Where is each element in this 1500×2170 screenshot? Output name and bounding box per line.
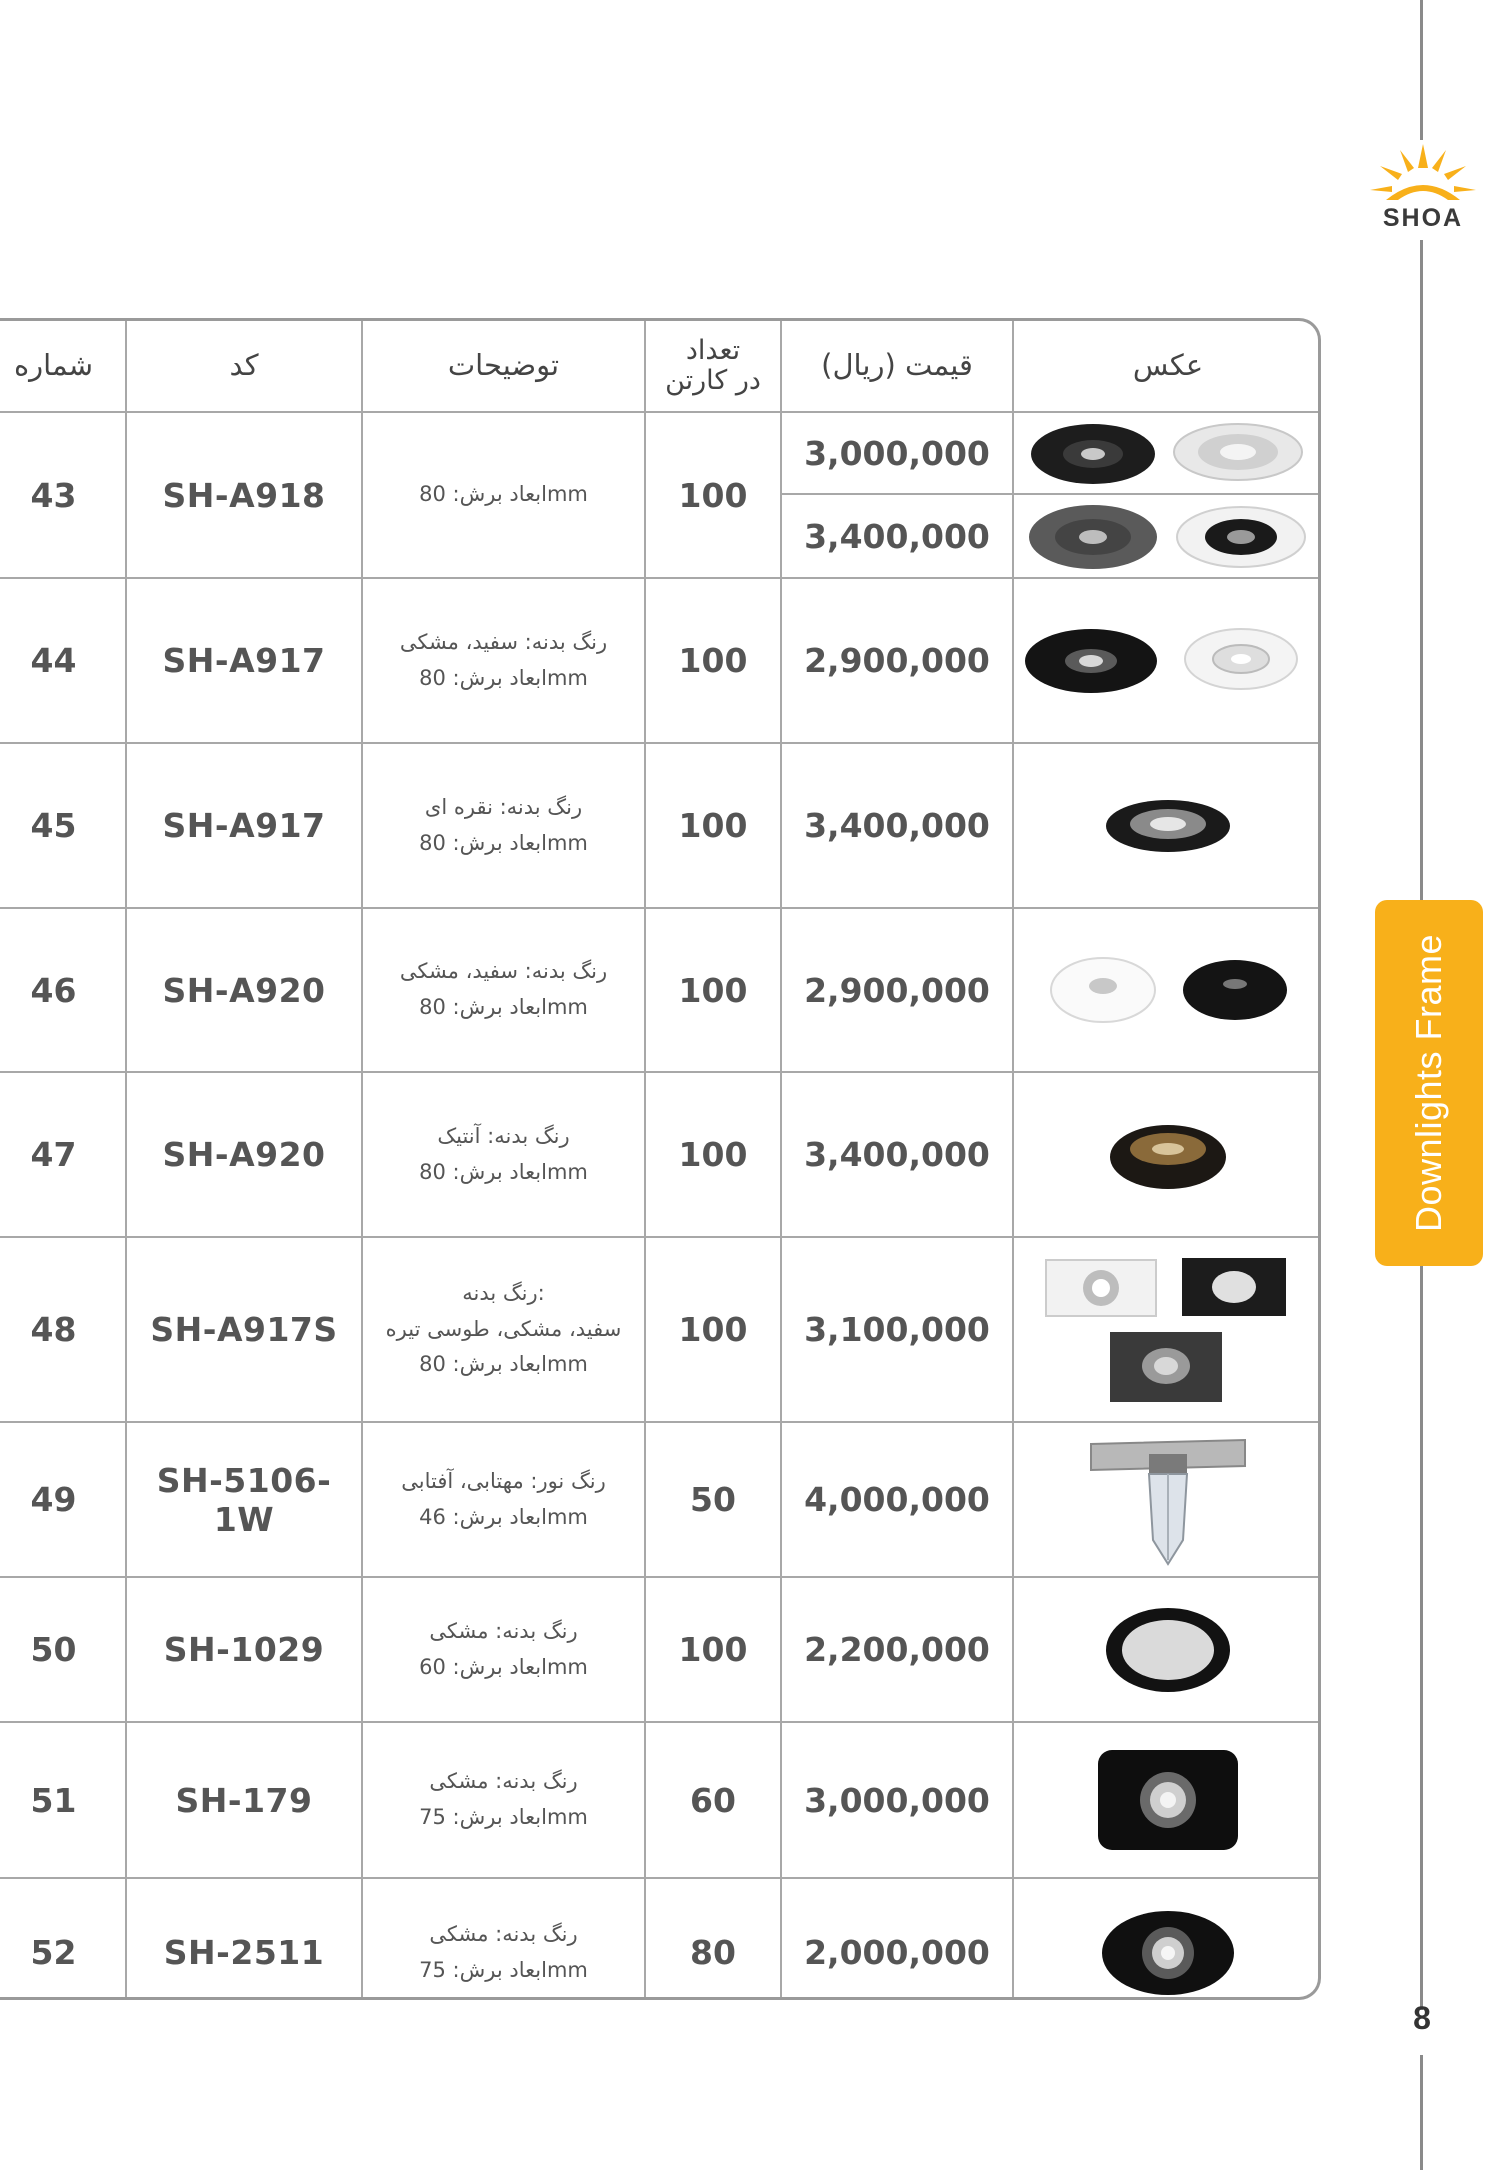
right-rail-line [1420,240,1423,902]
row-description-line: رنگ بدنه: سفید، مشکی [399,629,608,654]
row-number: 44 [0,578,126,743]
right-rail-line [1420,1265,1423,2010]
row-number: 49 [0,1422,126,1577]
header-photo: عکس [1013,321,1321,412]
round-recessed-downlight-variants-icon [1023,418,1313,488]
row-number: 48 [0,1237,126,1422]
table-row [0,1072,1321,1237]
row-price: 3,000,000 [781,1722,1013,1878]
row-description-line: رنگ بدنه: نقره ای [424,794,583,819]
header-qty-line1: تعداد [685,335,741,367]
header-number: شماره [0,321,126,412]
row-photo [1013,743,1321,908]
row-photo [1013,1072,1321,1237]
black-round-downlight-icon [1093,1905,1243,2001]
square-glass-downlight-icon [1088,1742,1248,1858]
right-rail-line [1420,2055,1423,2170]
row-description-line: ابعاد برش: 80mm [419,665,588,690]
row-code: SH-A920 [126,908,362,1072]
row-price-value: 3,000,000 [782,413,1012,495]
row-description [362,1577,645,1722]
round-adjustable-downlight-pair-icon [1023,621,1313,701]
row-description-line: رنگ بدنه: مشکی [429,1921,578,1946]
row-number: 52 [0,1878,126,2000]
silver-round-downlight-icon [1098,791,1238,861]
row-description-line: رنگ نور: مهتابی، آفتابی [401,1468,606,1493]
row-price: 2,900,000 [781,578,1013,743]
row-number: 43 [0,412,126,578]
table-row [0,743,1321,908]
right-rail-line [1420,0,1423,140]
brand-name: SHOA [1382,204,1464,232]
row-description-line: رنگ بدنه: مشکی [429,1769,578,1794]
square-downlight-trio-icon [1038,1250,1298,1410]
row-code: SH-179 [126,1722,362,1878]
row-price: 4,000,000 [781,1422,1013,1577]
row-number: 45 [0,743,126,908]
row-qty: 80 [645,1878,781,2000]
row-price [781,412,1013,578]
row-description [362,412,645,578]
row-description [362,908,645,1072]
row-price: 2,000,000 [781,1878,1013,2000]
row-qty: 100 [645,908,781,1072]
row-description-line: ابعاد برش: 80mm [419,995,588,1019]
table-row [0,412,1321,578]
row-photo [1013,1878,1321,2000]
row-photo [1013,412,1321,578]
row-description [362,578,645,743]
row-price: 2,900,000 [781,908,1013,1072]
row-description [362,1072,645,1237]
section-side-tab-label: Downlights Frame [1408,933,1449,1233]
row-description [362,1237,645,1422]
row-photo [1013,1237,1321,1422]
round-recessed-downlight-variants-icon [1023,499,1313,573]
row-code: SH-A917S [126,1237,362,1422]
row-description-line: ابعاد برش: 80mm [419,1352,588,1377]
row-code: SH-2511 [126,1878,362,2000]
row-code: SH-1029 [126,1577,362,1722]
row-description-line: ابعاد برش: 46mm [419,1504,588,1529]
brand-logo [1362,140,1484,240]
row-photo [1013,1722,1321,1878]
row-description-line: رنگ بدنه: سفید، مشکی [399,959,608,984]
row-price-value: 3,400,000 [804,516,990,556]
header-price: قیمت (ریال) [781,321,1013,412]
header-qty-line2: در کارتن [665,365,761,396]
row-code: SH-A918 [126,412,362,578]
price-table [0,318,1321,2000]
row-qty: 100 [645,743,781,908]
row-code: SH-A917 [126,578,362,743]
row-number: 47 [0,1072,126,1237]
crystal-pendant-downlight-icon [1083,1430,1253,1570]
row-description-line: ابعاد برش: 80mm [419,1159,588,1184]
row-number: 46 [0,908,126,1072]
table-row [0,1237,1321,1422]
row-price: 3,400,000 [781,1072,1013,1237]
row-photo [1013,908,1321,1072]
row-description-line: ابعاد برش: 75mm [419,1805,588,1829]
row-description-line: ابعاد برش: 60mm [419,1654,588,1679]
row-qty: 100 [645,1577,781,1722]
table-header-row [0,321,1321,412]
table-row [0,908,1321,1072]
row-qty: 100 [645,578,781,743]
table-row [0,1878,1321,2000]
row-description-line: رنگ بدنه: آنتیک [437,1123,570,1148]
page-number: 8 [1413,2000,1431,2036]
sun-logo-icon [1362,140,1484,206]
row-description [362,1422,645,1577]
row-number: 51 [0,1722,126,1878]
row-qty: 60 [645,1722,781,1878]
row-description-line: سفید، مشکی، طوسی تیره [385,1316,622,1341]
row-description-line: رنگ بدنه: مشکی [429,1618,578,1643]
row-code: SH-5106-1W [126,1422,362,1577]
header-code: کد [126,321,362,412]
row-description-line: ابعاد برش: 75mm [419,1957,588,1982]
table-row [0,1722,1321,1878]
table-row [0,1422,1321,1577]
table-row [0,1577,1321,1722]
row-code: SH-A920 [126,1072,362,1237]
row-photo [1013,1577,1321,1722]
row-price: 3,400,000 [781,743,1013,908]
row-qty: 50 [645,1422,781,1577]
row-photo [1013,578,1321,743]
row-price: 3,100,000 [781,1237,1013,1422]
row-description-line: رنگ بدنه: [462,1280,545,1305]
row-description-line: ابعاد برش: 80mm [419,482,588,507]
header-description: توضیحات [362,321,645,412]
row-price: 2,200,000 [781,1577,1013,1722]
antique-round-downlight-icon [1098,1115,1238,1195]
row-description [362,1722,645,1878]
row-qty: 100 [645,1072,781,1237]
table-row [0,578,1321,743]
section-side-tab [1375,900,1483,1266]
row-code: SH-A917 [126,743,362,908]
row-description [362,743,645,908]
deep-round-downlight-pair-icon [1023,950,1313,1030]
row-number: 50 [0,1577,126,1722]
header-qty [645,321,781,412]
row-qty: 100 [645,1237,781,1422]
row-description [362,1878,645,2000]
row-photo [1013,1422,1321,1577]
flat-round-downlight-icon [1098,1600,1238,1700]
row-qty: 100 [645,412,781,578]
row-description-line: ابعاد برش: 80mm [419,830,588,855]
